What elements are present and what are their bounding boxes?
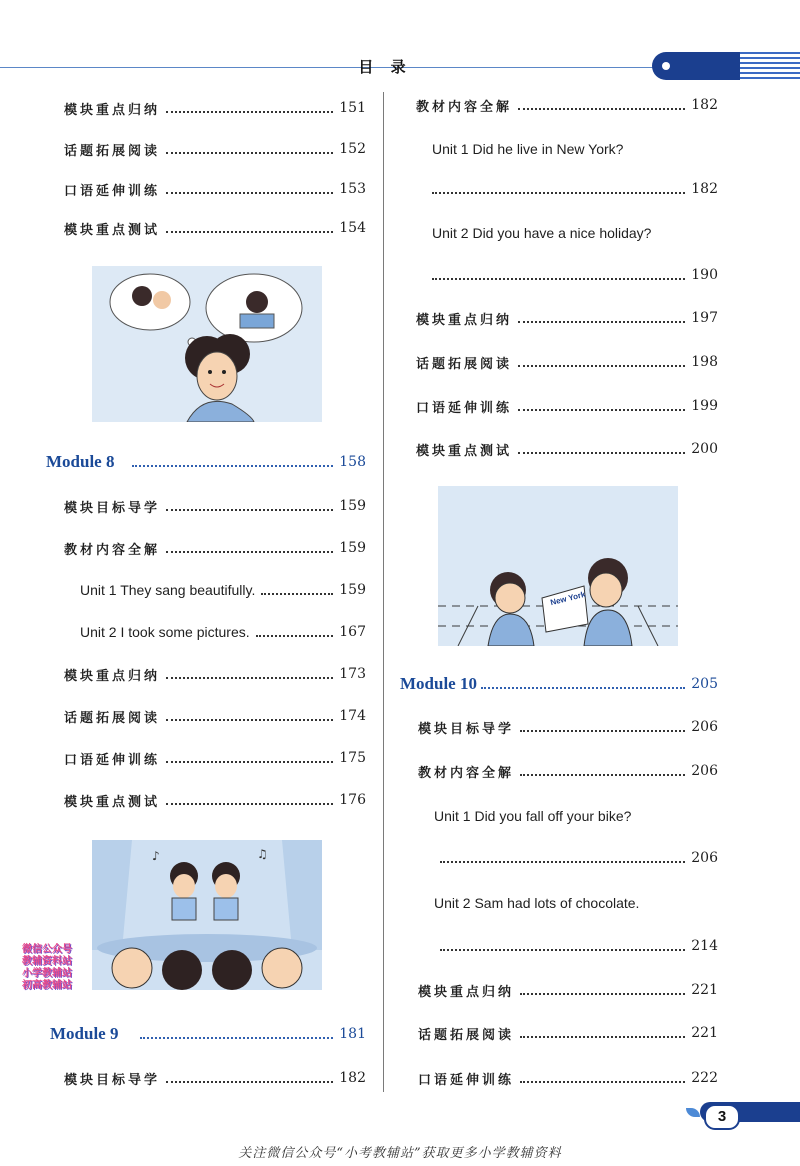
- toc-entry[interactable]: [416, 394, 718, 418]
- leader-dots: [166, 802, 333, 805]
- toc-label: 口语延伸训练: [416, 400, 513, 416]
- toc-label: 模块重点归纳: [64, 668, 161, 684]
- toc-unit-dots[interactable]: [432, 177, 718, 201]
- module-label: Module 10: [400, 674, 477, 693]
- footer-note: 关注微信公众号“小考教辅站”获取更多小学教辅资料: [238, 1146, 562, 1161]
- leader-dots: [166, 718, 333, 721]
- toc-entry[interactable]: [64, 704, 366, 728]
- leader-dots: [520, 1080, 685, 1083]
- module-label: Module 9: [50, 1024, 119, 1043]
- toc-entry[interactable]: [64, 746, 366, 770]
- toc-label: 教材内容全解: [418, 765, 515, 781]
- page-title: 目 录: [358, 58, 412, 76]
- toc-page: 159: [339, 498, 366, 514]
- unit-label: Unit 1 Did he live in New York?: [432, 141, 624, 157]
- toc-page: 205: [691, 676, 718, 692]
- toc-page: 153: [339, 181, 366, 197]
- leader-dots: [166, 676, 333, 679]
- toc-entry[interactable]: [64, 96, 366, 120]
- toc-unit-dots[interactable]: [440, 846, 718, 870]
- stamp-line: 教辅资料站: [22, 956, 72, 967]
- toc-module-entry[interactable]: [46, 450, 366, 474]
- leader-dots: [132, 464, 333, 467]
- leader-dots: [518, 364, 685, 367]
- leader-dots: [518, 320, 685, 323]
- toc-entry[interactable]: [64, 788, 366, 812]
- toc-label: 模块重点归纳: [416, 312, 513, 328]
- toc-page: 174: [339, 708, 366, 724]
- stage-performance-svg: [92, 840, 322, 990]
- toc-entry[interactable]: [418, 715, 718, 739]
- toc-label: 话题拓展阅读: [64, 143, 161, 159]
- toc-label: 教材内容全解: [64, 542, 161, 558]
- toc-entry[interactable]: [64, 536, 366, 560]
- leader-dots: [166, 1080, 333, 1083]
- toc-page: 182: [691, 97, 718, 113]
- toc-page: 214: [691, 938, 718, 954]
- girl-dreaming-illustration: [92, 266, 322, 422]
- unit-label: Unit 1 They sang beautifully.: [80, 582, 256, 598]
- toc-page: 206: [691, 719, 718, 735]
- toc-label: 口语延伸训练: [418, 1072, 515, 1088]
- toc-entry[interactable]: [416, 306, 718, 330]
- toc-entry[interactable]: [418, 1021, 718, 1045]
- module-label: Module 8: [46, 452, 115, 471]
- toc-label: 模块重点测试: [64, 222, 161, 238]
- leader-dots: [520, 729, 685, 732]
- toc-entry[interactable]: [416, 437, 718, 461]
- toc-page: 154: [339, 220, 366, 236]
- leader-dots: [166, 110, 333, 113]
- toc-unit-entry[interactable]: [432, 221, 718, 245]
- toc-unit-entry[interactable]: [434, 804, 718, 828]
- toc-entry[interactable]: [64, 177, 366, 201]
- toc-page: 206: [691, 850, 718, 866]
- leader-dots: [256, 634, 334, 637]
- toc-entry[interactable]: [64, 1066, 366, 1090]
- page-number: 3: [704, 1104, 740, 1130]
- leader-dots: [166, 191, 333, 194]
- leader-dots: [140, 1036, 333, 1039]
- leader-dots: [166, 508, 333, 511]
- stage-performance-illustration: [92, 840, 322, 990]
- leader-dots: [166, 230, 333, 233]
- toc-label: 话题拓展阅读: [416, 356, 513, 372]
- toc-page: 200: [691, 441, 718, 457]
- toc-module-entry[interactable]: [400, 672, 718, 696]
- unit-label: Unit 2 I took some pictures.: [80, 624, 250, 640]
- toc-page: 158: [339, 454, 366, 470]
- unit-label: Unit 2 Did you have a nice holiday?: [432, 225, 652, 241]
- newspaper-text: New York: [549, 589, 587, 608]
- toc-page: 222: [691, 1070, 718, 1086]
- toc-label: 模块重点归纳: [64, 102, 161, 118]
- toc-entry[interactable]: [418, 1066, 718, 1090]
- header-rule: [0, 67, 655, 68]
- toc-unit-entry[interactable]: [434, 891, 718, 915]
- toc-unit-dots[interactable]: [432, 263, 718, 287]
- toc-page: 221: [691, 982, 718, 998]
- toc-page: 173: [339, 666, 366, 682]
- leader-dots: [166, 760, 333, 763]
- watermark-stamp: [22, 944, 92, 992]
- leader-dots: [481, 686, 685, 689]
- boys-with-newspaper-illustration: [438, 486, 678, 646]
- toc-unit-entry[interactable]: [80, 578, 366, 602]
- toc-page: 199: [691, 398, 718, 414]
- leader-dots: [166, 151, 333, 154]
- svg-text:♫: ♫: [257, 847, 268, 861]
- toc-label: 口语延伸训练: [64, 183, 161, 199]
- toc-entry[interactable]: [418, 759, 718, 783]
- toc-entry[interactable]: [64, 137, 366, 161]
- toc-entry[interactable]: [64, 216, 366, 240]
- toc-label: 模块目标导学: [418, 721, 515, 737]
- toc-unit-entry[interactable]: [432, 137, 718, 161]
- toc-label: 模块重点测试: [64, 794, 161, 810]
- header-stripes: [740, 52, 800, 80]
- toc-page: 151: [339, 100, 366, 116]
- toc-page: 221: [691, 1025, 718, 1041]
- leader-dots: [518, 451, 685, 454]
- toc-page: 152: [339, 141, 366, 157]
- leader-dots: [518, 107, 685, 110]
- toc-label: 模块目标导学: [64, 500, 161, 516]
- toc-label: 模块目标导学: [64, 1072, 161, 1088]
- toc-page: 181: [339, 1026, 366, 1042]
- toc-label: 模块重点测试: [416, 443, 513, 459]
- toc-page: 159: [339, 582, 366, 598]
- stamp-line: 微信公众号: [22, 944, 72, 955]
- leader-dots: [440, 860, 685, 863]
- leaf-icon: [686, 1108, 700, 1117]
- toc-page: 182: [339, 1070, 366, 1086]
- toc-page: 190: [691, 267, 718, 283]
- toc-entry[interactable]: [418, 978, 718, 1002]
- girl-dreaming-svg: [92, 266, 322, 422]
- tab-dot-icon: [662, 62, 670, 70]
- toc-page: 159: [339, 540, 366, 556]
- leader-dots: [518, 408, 685, 411]
- toc-unit-dots[interactable]: [440, 934, 718, 958]
- stamp-line: 小学教辅站: [22, 968, 72, 979]
- boys-with-newspaper-svg: [438, 486, 678, 646]
- leader-dots: [432, 191, 685, 194]
- leader-dots: [520, 992, 685, 995]
- toc-page: 198: [691, 354, 718, 370]
- leader-dots: [520, 773, 685, 776]
- toc-label: 话题拓展阅读: [64, 710, 161, 726]
- toc-entry[interactable]: [64, 662, 366, 686]
- toc-page: 176: [339, 792, 366, 808]
- toc-page: 167: [339, 624, 366, 640]
- toc-module-entry[interactable]: [50, 1022, 366, 1046]
- leader-dots: [261, 592, 333, 595]
- svg-text:♪: ♪: [152, 849, 160, 863]
- column-divider: [383, 92, 384, 1092]
- toc-label: 口语延伸训练: [64, 752, 161, 768]
- stamp-line: 初高教辅站: [22, 980, 72, 991]
- toc-page: 175: [339, 750, 366, 766]
- unit-label: Unit 1 Did you fall off your bike?: [434, 808, 632, 824]
- toc-page: 206: [691, 763, 718, 779]
- leader-dots: [520, 1035, 685, 1038]
- leader-dots: [432, 277, 685, 280]
- toc-label: 话题拓展阅读: [418, 1027, 515, 1043]
- toc-label: 教材内容全解: [416, 99, 513, 115]
- leader-dots: [440, 948, 685, 951]
- toc-page: 197: [691, 310, 718, 326]
- toc-page: 182: [691, 181, 718, 197]
- toc-unit-entry[interactable]: [80, 620, 366, 644]
- leader-dots: [166, 550, 333, 553]
- unit-label: Unit 2 Sam had lots of chocolate.: [434, 895, 640, 911]
- toc-label: 模块重点归纳: [418, 984, 515, 1000]
- toc-entry[interactable]: [416, 350, 718, 374]
- toc-entry[interactable]: [416, 93, 718, 117]
- toc-entry[interactable]: [64, 494, 366, 518]
